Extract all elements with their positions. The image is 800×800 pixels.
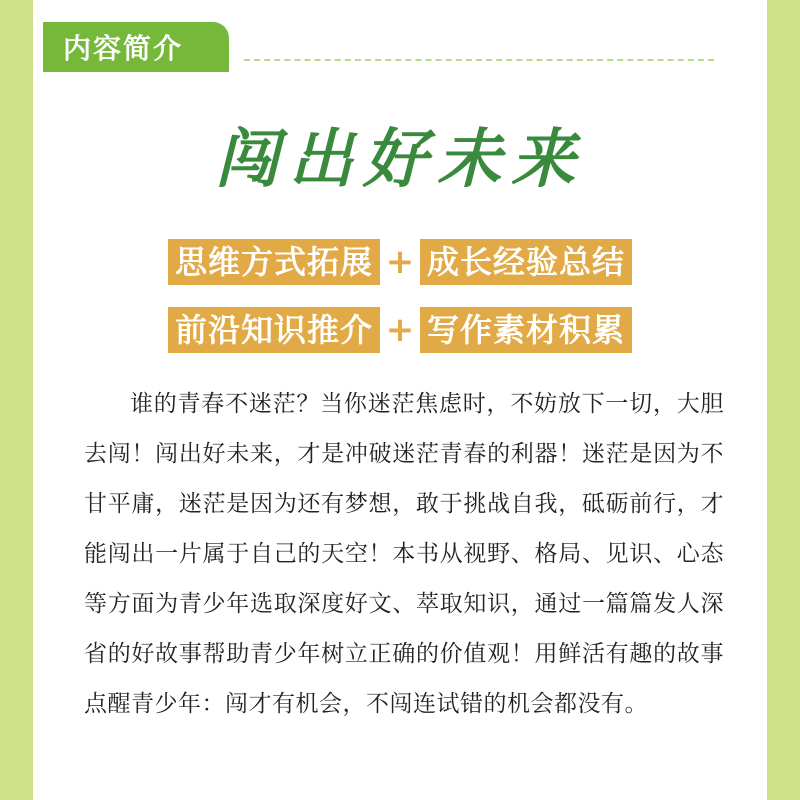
tag-growth-summary: 成长经验总结 [420, 239, 632, 285]
intro-paragraph: 谁的青春不迷茫？当你迷茫焦虑时，不妨放下一切，大胆去闯！闯出好未来，才是冲破迷茫青春的利器！迷茫是因为不甘平庸，迷茫是因为还有梦想，敢于挑战自我，砥砺前行，才能闯出一片属于自己的天空！本书从视野、格局、见识、心态等方面为青少年选取深度好文、萃取知识，通过一篇篇发人深省的好故事帮助青少年树立正确的价值观！用鲜活有趣的故事点醒青少年：闯才有机会，不闯连试错的机会都没有。 [84, 391, 724, 717]
tag-frontier-knowledge: 前沿知识推介 [168, 307, 380, 353]
tag-row-2 [0, 305, 800, 355]
plus-sign: + [385, 242, 415, 282]
tag-row-1 [0, 237, 800, 287]
section-title-tab: 内容简介 [43, 22, 229, 72]
dashed-divider [244, 59, 714, 61]
plus-sign: + [385, 310, 415, 350]
book-headline: 闯出好未来 [215, 122, 585, 197]
tag-thinking-expansion: 思维方式拓展 [168, 239, 380, 285]
tag-writing-material: 写作素材积累 [420, 307, 632, 353]
